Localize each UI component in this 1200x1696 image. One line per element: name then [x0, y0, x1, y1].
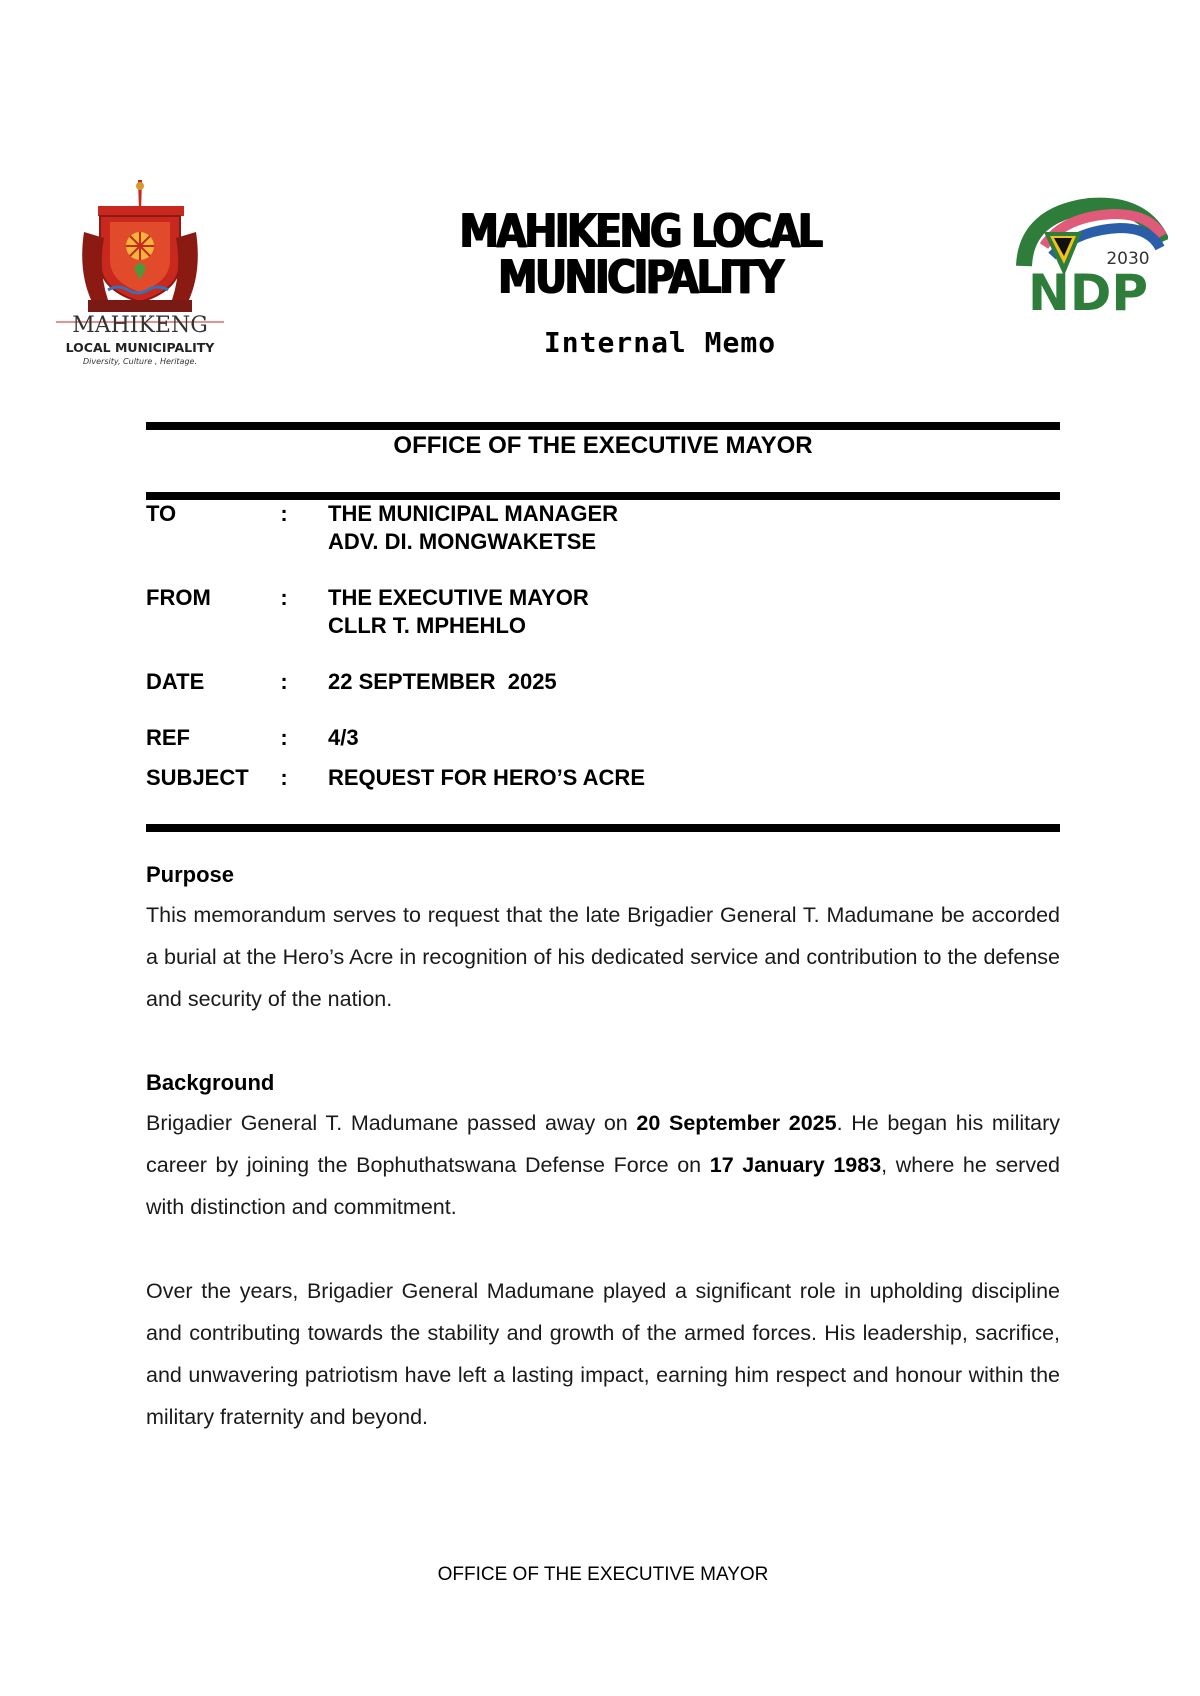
from-value-line1: THE EXECUTIVE MAYOR	[328, 585, 589, 610]
date-label: DATE	[146, 669, 205, 694]
subject-value: REQUEST FOR HERO’S ACRE	[328, 765, 645, 790]
to-colon: :	[280, 501, 288, 526]
ndp-letters-text: NDP	[1028, 264, 1148, 322]
background-paragraph-2: Over the years, Brigadier General Madumane played a significant role in upholding discipline and contributing towards the stability and growth of the armed forces. His leadership, sacrifice, and unwavering patriotism have left a lasting impact, earning him respect and honour within the military fraternity and beyond.	[146, 1279, 1060, 1429]
page-footer: OFFICE OF THE EXECUTIVE MAYOR	[437, 1564, 769, 1585]
body-rule	[146, 824, 1060, 832]
ref-label: REF	[146, 725, 190, 750]
subject-label: SUBJECT	[146, 765, 249, 790]
to-value-line2: ADV. DI. MONGWAKETSE	[328, 529, 597, 554]
crest-name-text: MAHIKENG	[72, 313, 208, 338]
from-colon: :	[280, 585, 288, 610]
purpose-heading: Purpose	[146, 862, 235, 887]
purpose-paragraph: This memorandum serves to request that the late Brigadier General T. Madumane be accorded a burial at the Hero’s Acre in recognition of his dedicated service and contribution to the defense and security of the nation.	[146, 903, 1060, 1011]
date-colon: :	[280, 669, 288, 694]
subject-colon: :	[280, 765, 288, 790]
ref-colon: :	[280, 725, 288, 750]
office-heading: OFFICE OF THE EXECUTIVE MAYOR	[393, 432, 813, 459]
death-date: 20 September 2025	[636, 1111, 837, 1135]
bg-p1-text-a: Brigadier General T. Madumane passed away on	[146, 1111, 637, 1135]
from-value-line2: CLLR T. MPHEHLO	[328, 613, 526, 638]
crest-subtitle-text: LOCAL MUNICIPALITY	[65, 340, 215, 355]
header-rule	[146, 492, 1060, 500]
bg-p1-text-c: . He began his military career by joining the Bophuthatswana Defense Force on	[146, 1111, 1061, 1177]
bg-p1-text-e: , where he served with distinction and commitment.	[146, 1153, 1060, 1219]
date-value: 22 SEPTEMBER 2025	[328, 669, 557, 694]
from-label: FROM	[146, 585, 211, 610]
to-value-line1: THE MUNICIPAL MANAGER	[328, 501, 619, 526]
organization-title: MAHIKENG LOCAL MUNICIPALITY	[459, 204, 821, 304]
crest-motto-text: Diversity, Culture , Heritage.	[82, 357, 198, 366]
background-paragraph-1	[146, 1102, 1060, 1228]
ndp-year-text: 2030	[1106, 249, 1150, 269]
memo-title: Internal Memo	[543, 326, 777, 359]
background-heading: Background	[146, 1070, 275, 1095]
enlistment-date: 17 January 1983	[709, 1153, 882, 1177]
to-label: TO	[146, 501, 177, 526]
municipality-crest-logo	[48, 172, 248, 372]
top-rule	[146, 422, 1060, 430]
ref-value: 4/3	[328, 725, 359, 750]
ndp-2030-logo	[1004, 196, 1168, 326]
